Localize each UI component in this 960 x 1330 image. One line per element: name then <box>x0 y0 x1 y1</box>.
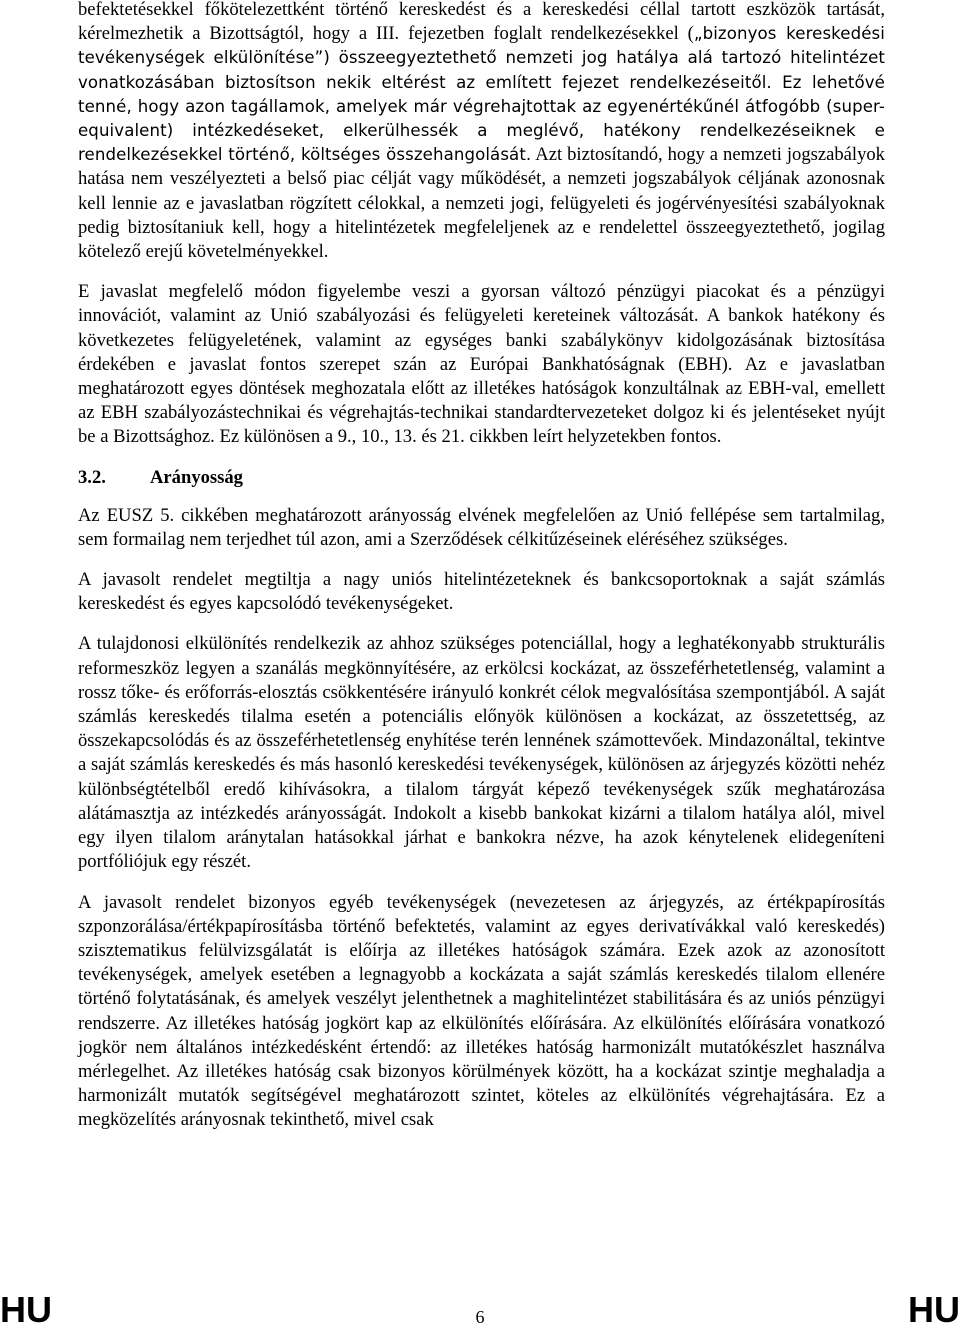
section-title: Arányosság <box>150 466 243 488</box>
paragraph-1-part-3: Azt biztosítandó, hogy a nemzeti jogszabályok hatása nem veszélyezteti a belső piac célját vagy működését, a nemzeti jogszabályok céljának azonosnak kell lennie az e javaslatban rögzített célokkal, a nemzeti jogi, felügyeleti és jogérvényesítési szabályoknak pedig biztosítaniuk kell, hogy a hitelintézetek megfeleljenek az e rendelettel összeegyeztethető, jogilag kötelező erejű követelményekkel. <box>78 144 885 263</box>
paragraph-4: A javasolt rendelet megtiltja a nagy uniós hitelintézeteknek és bankcsoportoknak a saját számlás kereskedést és egyes kapcsolódó tevékenységeket. <box>78 569 885 615</box>
paragraph-2-text: E javaslat megfelelő módon figyelembe veszi a gyorsan változó pénzügyi piacokat és a pénzügyi innovációt, valamint az Unió szabályozási és felügyeleti kereteinek változását. A bankok hatékony és következetes felügyeletének, valamint az egységes banki szabálykönyv kidolgozásának biztosítása érdekében e javaslat fontos szerepet szán az Európai Bankhatóságnak (EBH). Az e javaslatban meghatározott egyes döntések meghozatala előtt az illetékes hatóságok konzultálnak az EBH-val, emellett az EBH szabályozástechnikai és végrehajtás-technikai standardtervezeteket dolgoz ki és jelentéseket nyújt be a Bizottsághoz. Ez különösen a 9., 10., 13. és 21. cikkben leírt helyzetekben fontos. <box>78 281 885 448</box>
footer-language-left: HU <box>0 1289 52 1330</box>
page-number: 6 <box>475 1307 485 1327</box>
paragraph-1-part-1: befektetésekkel főkötelezettként történő kereskedést és a kereskedési céllal tartott eszközök tartását, kérelmezhetik a Bizottságtól, hogy a III. fejezetben foglalt rendelkezésekkel ( <box>78 0 885 45</box>
document-body <box>78 0 885 1149</box>
paragraph-6: A javasolt rendelet bizonyos egyéb tevékenységek (nevezetesen az árjegyzés, az értékpapírosítás szponzorálása/értékpapírosításba történő befektetés, valamint az egyes derivatívákkal való kereskedés) szisztematikus felülvizsgálatát is előírja az illetékes hatóságok számára. Ezek azok az azonosított tevékenységek, amelyek esetében a legnagyobb a kockázata a saját számlás kereskedés tilalom ellenére történő folytatásának, és amelyek veszélyt jelenthetnek a maghitelintézet stabilitására és az uniós pénzügyi rendszerre. Az illetékes hatóság jogkört kap az elkülönítés előírására. Az elkülönítés előírására vonatkozó jogkör nem általános intézkedésként értendő: az illetékes hatóság harmonizált mutatókészlet használva mérlegelhet. Az illetékes hatóság csak bizonyos körülmények között, ha a kockázat szintje meghaladja a harmonizált mutatók segítségével meghatározott szintet, köteles az elkülönítés végrehajtására. Ez a megközelítés arányosnak tekinthető, mivel csak <box>78 891 885 1131</box>
section-heading <box>78 466 885 490</box>
section-number: 3.2. <box>78 466 106 488</box>
paragraph-1-part-2: „bizonyos kereskedési tevékenységek elkülönítése”) összeegyeztethető nemzeti jog hatálya alá tartozó hitelintézet vonatkozásában biztosítson nekik eltérést az említett fejezet rendelkezéseitől. Ez lehetővé tenné, hogy azon tagállamok, amelyek már végrehajtottak az egyenértékűnél átfogóbb (super-equivalent) intézkedéseket, elkerülhessék a meglévő, hatékony rendelkezéseiknek e rendelkezésekkel történő, költséges összehangolását. <box>78 24 886 165</box>
paragraph-1 <box>78 0 885 264</box>
paragraph-2 <box>78 280 885 449</box>
footer-language-right: HU <box>908 1289 960 1330</box>
paragraph-3: Az EUSZ 5. cikkében meghatározott arányosság elvének megfelelően az Unió fellépése sem tartalmilag, sem formailag nem terjedhet túl azon, ami a Szerződések célkitűzéseinek eléréséhez szükséges. <box>78 504 885 550</box>
paragraph-5: A tulajdonosi elkülönítés rendelkezik az ahhoz szükséges potenciállal, hogy a leghatékonyabb strukturális reformeszköz legyen a szanálás megkönnyítésére, az erkölcsi kockázat, az összeférhetetlenség, valamint a rossz tőke- és erőforrás-elosztás csökkentésére irányuló konkrét célok megvalósítása szempontjából. A saját számlás kereskedés tilalma esetén a potenciális előnyök különösen a kockázat, az összetettség, az összekapcsolódás és az összeférhetetlenség enyhítése terén lennének számottevőek. Mindazonáltal, tekintve a saját számlás kereskedés és más hasonló kereskedési tevékenységek, különösen az árjegyzés közötti nehéz különbségtételből eredő kihívásokra, a tilalom tárgyát képező tevékenységek szűk meghatározása alátámasztja az intézkedés arányosságát. Indokolt a kisebb bankokat kizárni a tilalom hatálya alól, mivel egy ilyen tilalom aránytalan hatásokkal járhat e bankokra nézve, ha azok kénytelenek elidegeníteni portfóliójuk egy részét. <box>78 633 885 873</box>
